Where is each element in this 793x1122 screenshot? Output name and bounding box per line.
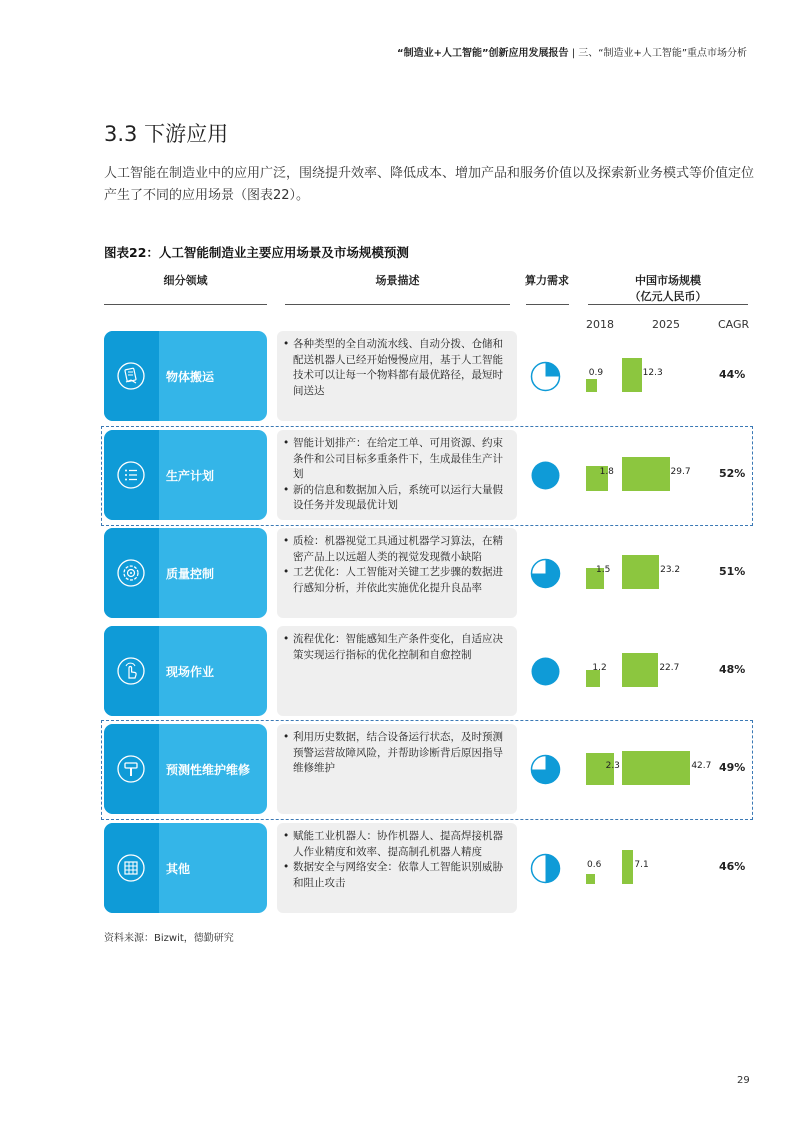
bar-2018 [586, 379, 597, 392]
col-header-market: 中国市场规模 （亿元人民币） [629, 274, 707, 303]
cagr-value: 46% [719, 860, 746, 873]
domain-card [104, 331, 267, 421]
scenario-bullet-list [277, 829, 517, 891]
col-rule-market [588, 304, 748, 305]
bar-2018-label: 1.5 [596, 565, 611, 575]
domain-card [104, 724, 267, 814]
domain-icon-tab [104, 724, 159, 814]
domain-label: 其他 [166, 862, 191, 876]
domain-label: 生产计划 [166, 469, 215, 483]
compute-demand-pie [530, 460, 561, 491]
scenario-bullet-list [277, 337, 517, 399]
domain-label: 预测性维护维修 [166, 763, 251, 777]
bar-2025-label: 22.7 [659, 663, 680, 673]
domain-card [104, 626, 267, 716]
scenario-description [277, 724, 517, 814]
domain-icon-tab [104, 823, 159, 913]
bar-2018-label: 1.8 [599, 467, 614, 477]
compute-demand-pie [530, 656, 561, 687]
scenario-bullet: • 新的信息和数据加入后，系统可以运行大量假设任务并发现最优计划 [293, 483, 509, 514]
compute-demand-pie [530, 853, 561, 884]
scenario-description [277, 626, 517, 716]
domain-icon-tab [104, 430, 159, 520]
bar-2018-label: 2.3 [605, 761, 620, 771]
list-icon [117, 461, 145, 489]
bar-2025 [622, 850, 633, 884]
cagr-value: 51% [719, 565, 746, 578]
intro-paragraph: 人工智能在制造业中的应用广泛，围绕提升效率、降低成本、增加产品和服务价值以及探索新业务模式等价值定位产生了不同的应用场景（图表22）。 [104, 166, 755, 203]
cagr-value: 44% [719, 368, 746, 381]
bar-2025 [622, 555, 659, 589]
bar-2025-label: 7.1 [634, 860, 649, 870]
bar-2025-label: 29.7 [670, 467, 691, 477]
figure-title: 图表22：人工智能制造业主要应用场景及市场规模预测 [104, 245, 409, 260]
scenario-bullet: • 利用历史数据，结合设备运行状态，及时预测预警运营故障风险，并帮助诊断背后原因指导维修维护 [293, 730, 509, 777]
scenario-bullet: • 各种类型的全自动流水线、自动分拨、仓储和配送机器人已经开始慢慢应用，基于人工智能技术可以让每一个物料都有最优路径，最短时间送达 [293, 337, 509, 399]
scenario-bullet: • 工艺优化：人工智能对关键工艺步骤的数据进行感知分析，并依此实施优化提升良品率 [293, 565, 509, 596]
scenario-description [277, 823, 517, 913]
domain-card [104, 823, 267, 913]
domain-card [104, 430, 267, 520]
domain-icon-tab [104, 331, 159, 421]
bar-2025-label: 42.7 [691, 761, 712, 771]
bar-2025-label: 23.2 [660, 565, 681, 575]
domain-label: 质量控制 [166, 567, 215, 581]
year-2025-header: 2025 [652, 318, 680, 331]
scenario-bullet: • 智能计划排产：在给定工单、可用资源、约束条件和公司目标多重条件下，生成最佳生产计划 [293, 436, 509, 483]
bar-2018-label: 0.9 [588, 368, 604, 378]
col-rule-scenario [285, 304, 510, 305]
scenario-bullet-list [277, 632, 517, 663]
col-header-compute: 算力需求 [525, 274, 569, 287]
col-rule-domain [104, 304, 267, 305]
scenario-description [277, 430, 517, 520]
hammer-icon [117, 755, 145, 783]
hand-touch-icon [117, 657, 145, 685]
scenario-bullet-list [277, 534, 517, 596]
target-gear-icon [117, 559, 145, 587]
domain-icon-tab [104, 528, 159, 618]
clipboard-hand-icon [117, 362, 145, 390]
domain-label: 现场作业 [166, 665, 215, 679]
bar-2025 [622, 653, 658, 687]
bar-2018-label: 0.6 [587, 860, 602, 870]
cagr-value: 49% [719, 761, 746, 774]
col-header-scenario: 场景描述 [375, 274, 420, 287]
domain-icon-tab [104, 626, 159, 716]
domain-label: 物体搬运 [166, 370, 215, 384]
compute-demand-pie [530, 361, 561, 392]
bar-2025 [622, 457, 670, 491]
source-note: 资料来源：Bizwit，德勤研究 [104, 933, 234, 944]
compute-demand-pie [530, 558, 561, 589]
bar-2025-label: 12.3 [642, 368, 663, 378]
domain-card [104, 528, 267, 618]
bar-2018-label: 1.2 [592, 663, 607, 673]
bar-2025 [622, 751, 690, 785]
page-number: 29 [737, 1075, 750, 1086]
scenario-bullet-list [277, 436, 517, 514]
cagr-value: 52% [719, 467, 746, 480]
scenario-description [277, 331, 517, 421]
compute-demand-pie [530, 754, 561, 785]
scenario-description [277, 528, 517, 618]
scenario-bullet: • 数据安全与网络安全：依靠人工智能识别威胁和阻止攻击 [293, 860, 509, 891]
running-header: “制造业+人工智能”创新应用发展报告 | 三、“制造业+人工智能”重点市场分析 [397, 48, 747, 59]
section-title: 3.3 下游应用 [104, 122, 229, 146]
scenario-bullet: • 质检：机器视觉工具通过机器学习算法，在精密产品上以远超人类的视觉发现微小缺陷 [293, 534, 509, 565]
scenario-bullet: • 流程优化：智能感知生产条件变化，自适应决策实现运行指标的优化控制和自愈控制 [293, 632, 509, 663]
bar-2018 [586, 874, 595, 884]
scenario-bullet-list [277, 730, 517, 777]
cagr-header: CAGR [718, 318, 750, 331]
col-header-domain: 细分领域 [163, 274, 208, 287]
grid-icon [117, 854, 145, 882]
col-rule-compute [526, 304, 569, 305]
bar-2025 [622, 358, 642, 392]
year-2018-header: 2018 [586, 318, 614, 331]
scenario-bullet: • 赋能工业机器人：协作机器人、提高焊接机器人作业精度和效率、提高制孔机器人精度 [293, 829, 509, 860]
cagr-value: 48% [719, 663, 746, 676]
